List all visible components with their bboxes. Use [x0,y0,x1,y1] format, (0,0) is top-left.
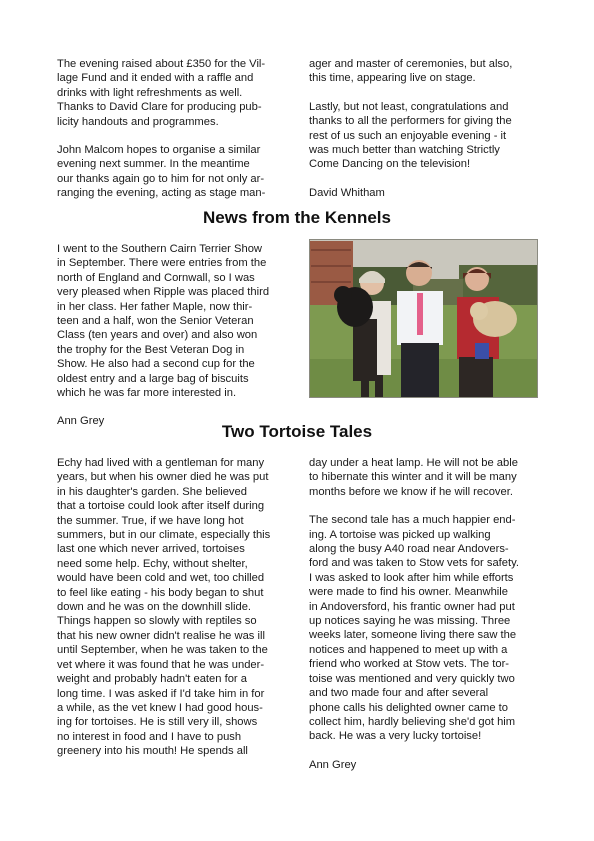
intro-paragraph-mc: ager and master of ceremonies, but also, this time, appearing live on stage. [309,58,513,85]
kennels-heading-wrap [0,207,594,229]
tortoise-paragraph-second-tale: The second tale has a much happier end- ing. A tortoise was picked up walking along the busy A40 road near Andovers- ford and was taken to Stow vets for safety. I was asked to look after him while efforts were made to find his owner. Meanwhile in Andoversford, his frantic owner had put up notices saying he was missing. Three weeks later, someone living there saw the notices and happened to meet up with a friend who worked at Stow vets. The tor- toise was mentioned and very quickly two and two made four and after several phone calls his delighted owner came to collect him, hardly believing she'd got him back. He was a very lucky tortoise! [309,514,519,743]
intro-paragraph-thanks: John Malcom hopes to organise a similar evening next summer. In the meantime our thanks again go to him for not only ar- ranging the evening, acting as stage man- [57,144,266,200]
tortoise-heading: Two Tortoise Tales [221,422,373,441]
tortoise-signature: Ann Grey [309,758,357,771]
tortoise-heading-wrap [0,421,594,443]
intro-paragraph-performers: Lastly, but not least, congratulations and thanks to all the performers for giving the rest of us such an enjoyable evening - it was much better than watching Strictly Come Dancing on the television! [309,100,512,171]
tortoise-paragraph-heat-lamp: day under a heat lamp. He will not be able to hibernate this winter and it will be many months before we know if he will recover. [309,457,518,498]
tortoise-paragraph-echy: Echy had lived with a gentleman for many years, but when his owner died he was put in his daughter's garden. She believed that a tortoise could look after itself during the summer. True, if we have long hot summers, but in our climate, especially this last one which never arrived, tortoises need some help. Echy, without shelter, would have been cold and wet, too chilled to feel like eating - his body began to shut down and he was on the downhill slide. Things happen so slowly with reptiles so that his new owner didn't realise he was ill until September, when he was taken to the vet where it was found that he was under- weight and probably hadn't eaten for a long time. I was asked if I'd take him in for a while, as the vet knew I had good hous- ing for tortoises. He is still very ill, shows no interest in food and I have to push greenery into his mouth! He spends all [57,457,271,758]
kennels-heading: News from the Kennels [203,208,391,227]
tortoise-right-column [309,456,538,772]
intro-right-column [309,57,538,200]
kennels-column [57,242,285,429]
intro-paragraph-fund: The evening raised about £350 for the Vil- lage Fund and it ended with a raffle and drinks with light refreshments as well. Thanks to David Clare for producing pub- licity handouts and programmes. [57,58,266,128]
intro-signature: David Whitham [309,186,385,199]
kennels-body: I went to the Southern Cairn Terrier Show in September. There were entries from the north of England and Cornwall, so I was very pleased when Ripple was placed third in her class. Her father Maple, now thir- teen and a half, won the Senior Veteran Class (ten years and over) and also won the trophy for the Best Veteran Dog in Show. He also had a second cup for the oldest entry and a large bag of biscuits which he was far more interested in. [57,243,270,400]
kennels-photo [309,239,538,398]
intro-left-column [57,57,285,201]
dog-show-photo-illustration [309,239,538,398]
kennels-signature: Ann Grey [57,415,105,428]
tortoise-left-column [57,456,285,759]
